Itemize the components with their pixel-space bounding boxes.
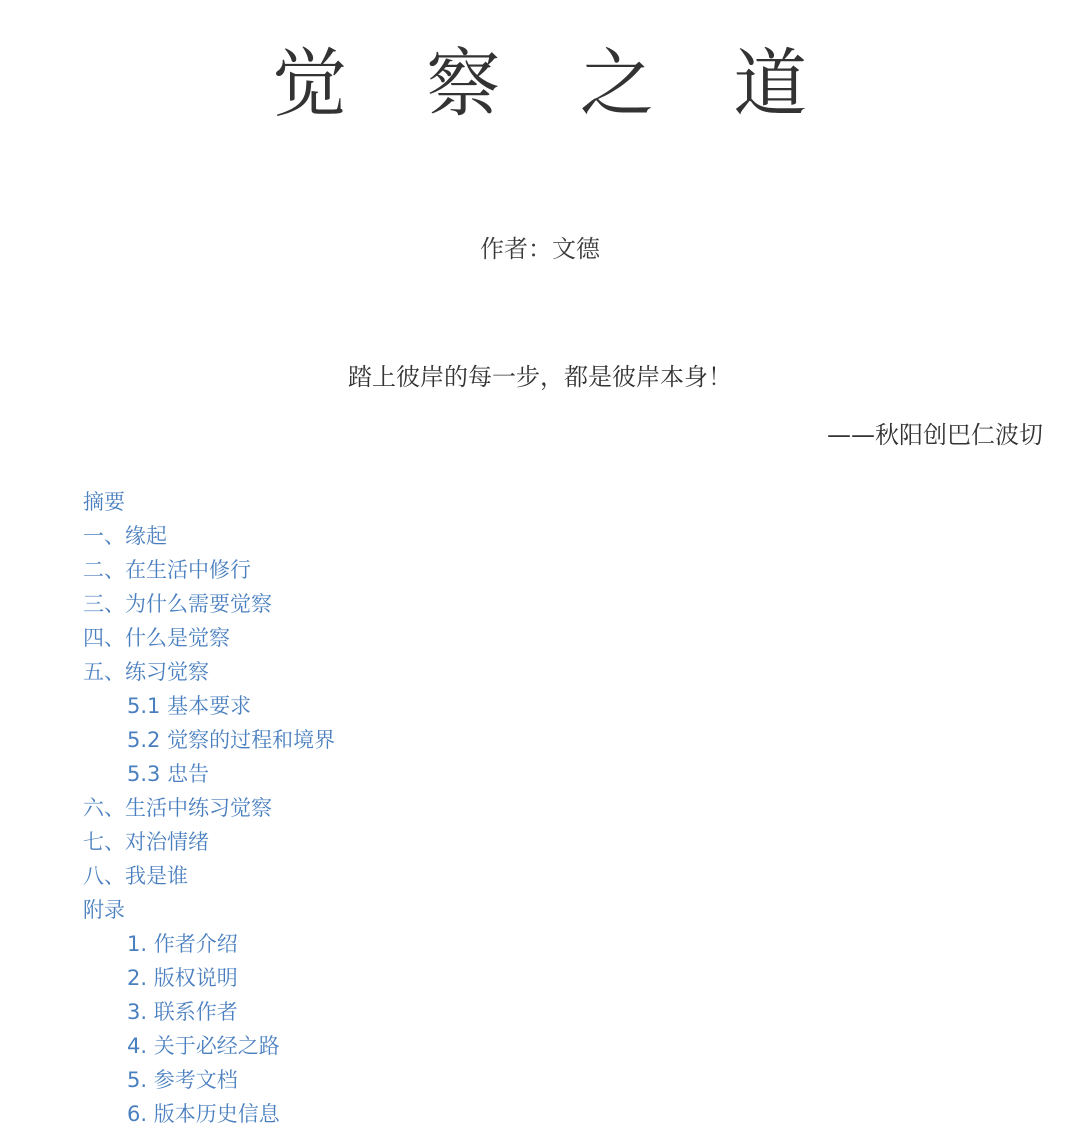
toc-subitem[interactable]: 6. 版本历史信息 (127, 1102, 280, 1126)
epigraph-quote: 踏上彼岸的每一步，都是彼岸本身！ (348, 363, 732, 391)
toc-item[interactable]: 二、在生活中修行 (83, 558, 251, 582)
toc-subitem[interactable]: 5.1 基本要求 (127, 694, 252, 718)
table-of-contents (83, 485, 335, 1131)
toc-item[interactable]: 摘要 (83, 490, 125, 514)
toc-subitem[interactable]: 5. 参考文档 (127, 1068, 238, 1092)
epigraph-source: ——秋阳创巴仁波切 (827, 421, 1043, 449)
toc-subitem[interactable]: 5.3 忠告 (127, 762, 210, 786)
toc-item[interactable]: 附录 (83, 898, 125, 922)
toc-item[interactable]: 一、缘起 (83, 524, 167, 548)
toc-item[interactable]: 三、为什么需要觉察 (83, 592, 272, 616)
toc-subitem[interactable]: 1. 作者介绍 (127, 932, 238, 956)
author-line: 作者：文德 (480, 235, 600, 263)
toc-subitem[interactable]: 2. 版权说明 (127, 966, 238, 990)
toc-item[interactable]: 五、练习觉察 (83, 660, 209, 684)
toc-subitem[interactable]: 4. 关于必经之路 (127, 1034, 280, 1058)
toc-item[interactable]: 四、什么是觉察 (83, 626, 230, 650)
toc-subitem[interactable]: 3. 联系作者 (127, 1000, 238, 1024)
toc-item[interactable]: 八、我是谁 (83, 864, 188, 888)
toc-subitem[interactable]: 5.2 觉察的过程和境界 (127, 728, 336, 752)
toc-item[interactable]: 七、对治情绪 (83, 830, 209, 854)
toc-item[interactable]: 六、生活中练习觉察 (83, 796, 272, 820)
document-title: 觉 察 之 道 (272, 41, 836, 127)
